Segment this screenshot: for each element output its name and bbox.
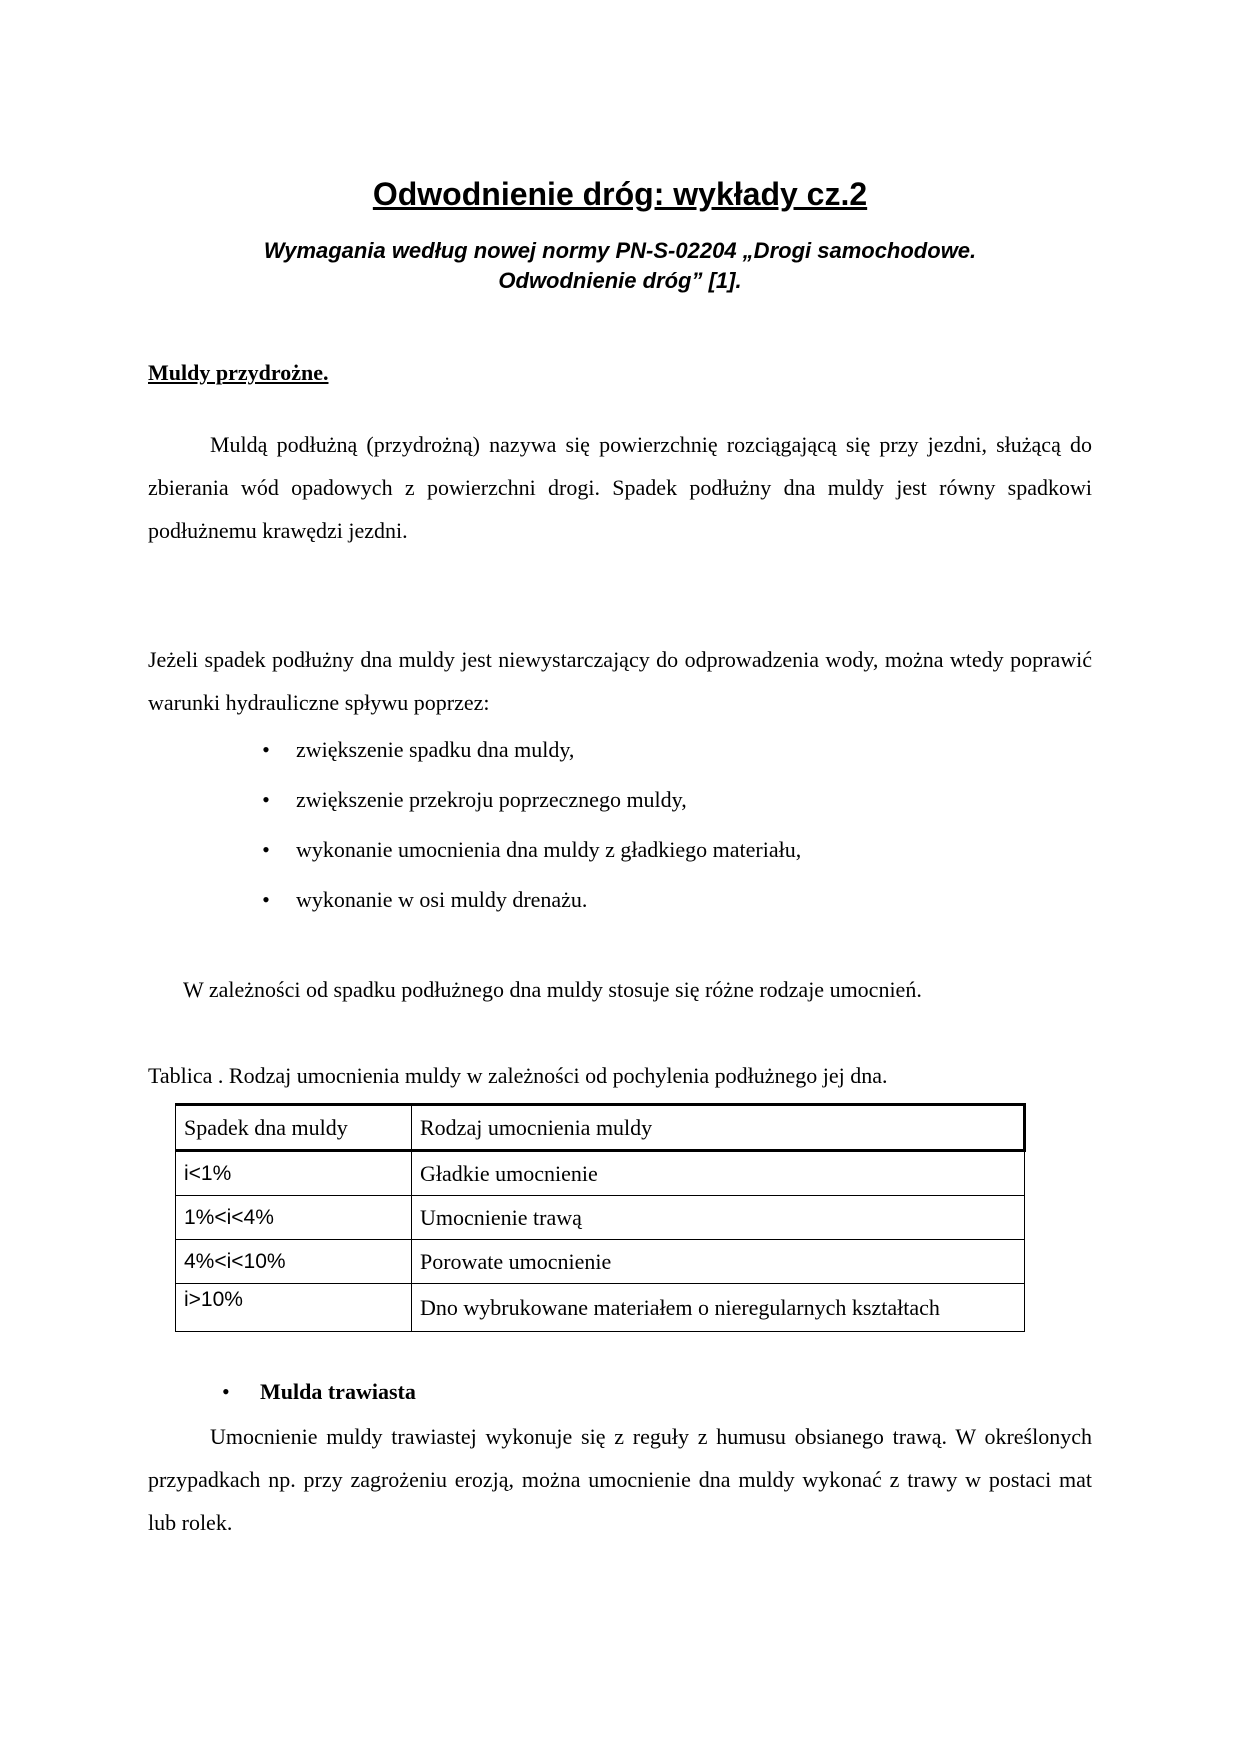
table-header-reinforcement: Rodzaj umocnienia muldy bbox=[412, 1105, 1025, 1151]
list-item bbox=[148, 778, 1092, 828]
table-row bbox=[176, 1151, 1025, 1196]
subsection-heading bbox=[222, 1370, 416, 1413]
list-item-text: zwiększenie przekroju poprzecznego muldy, bbox=[296, 787, 687, 812]
table-cell-reinforcement: Umocnienie trawą bbox=[412, 1196, 1025, 1240]
table-cell-slope: i<1% bbox=[176, 1151, 412, 1196]
list-item-text: wykonanie umocnienia dna muldy z gładkiego materiału, bbox=[296, 837, 802, 862]
list-item bbox=[148, 878, 1092, 928]
table-header-row bbox=[176, 1105, 1025, 1151]
table-cell-slope: i>10% bbox=[176, 1284, 412, 1332]
bullet-icon: • bbox=[262, 837, 270, 862]
subsection-heading-text: Mulda trawiasta bbox=[260, 1379, 416, 1404]
subtitle-line-2: Odwodnienie dróg” [1]. bbox=[498, 268, 742, 293]
bullet-icon: • bbox=[262, 887, 270, 912]
table-cell-reinforcement: Dno wybrukowane materiałem o nieregularnych kształtach bbox=[412, 1284, 1025, 1332]
subtitle-line-1: Wymagania według nowej normy PN-S-02204 „Drogi samochodowe. bbox=[263, 238, 977, 263]
paragraph-reinforcement-intro: W zależności od spadku podłużnego dna muldy stosuje się różne rodzaje umocnień. bbox=[183, 977, 922, 1002]
table-header-slope: Spadek dna muldy bbox=[176, 1105, 412, 1151]
paragraph-definition: Muldą podłużną (przydrożną) nazywa się powierzchnię rozciągającą się przy jezdni, służącą do zbierania wód opadowych z powierzchni drogi. Spadek podłużny dna muldy jest równy spadkowi podłużnemu krawędzi jezdni. bbox=[148, 432, 1092, 543]
paragraph-grass-mulda: Umocnienie muldy trawiastej wykonuje się z reguły z humusu obsianego trawą. W określonych przypadkach np. przy zagrożeniu erozją, można umocnienie dna muldy wykonać z trawy w postaci mat lub rolek. bbox=[148, 1424, 1092, 1535]
list-item-text: zwiększenie spadku dna muldy, bbox=[296, 737, 575, 762]
list-item-text: wykonanie w osi muldy drenażu. bbox=[296, 887, 588, 912]
section-heading: Muldy przydrożne. bbox=[148, 360, 329, 385]
table-row bbox=[176, 1196, 1025, 1240]
table-cell-reinforcement: Gładkie umocnienie bbox=[412, 1151, 1025, 1196]
table-row bbox=[176, 1284, 1025, 1332]
table-cell-reinforcement: Porowate umocnienie bbox=[412, 1240, 1025, 1284]
table-row bbox=[176, 1240, 1025, 1284]
table-cell-slope: 4%<i<10% bbox=[176, 1240, 412, 1284]
reinforcement-table bbox=[175, 1103, 1026, 1332]
table-cell-slope: 1%<i<4% bbox=[176, 1196, 412, 1240]
bullet-icon: • bbox=[262, 737, 270, 762]
bullet-icon: • bbox=[222, 1379, 230, 1404]
list-item bbox=[148, 828, 1092, 878]
table-caption: Tablica . Rodzaj umocnienia muldy w zależności od pochylenia podłużnego jej dna. bbox=[148, 1063, 888, 1088]
document-subtitle bbox=[0, 236, 1240, 296]
paragraph-insufficient-slope: Jeżeli spadek podłużny dna muldy jest niewystarczający do odprowadzenia wody, można wtedy poprawić warunki hydrauliczne spływu poprzez: bbox=[148, 647, 1092, 715]
improvement-list bbox=[148, 728, 1092, 928]
bullet-icon: • bbox=[262, 787, 270, 812]
document-title: Odwodnienie dróg: wykłady cz.2 bbox=[372, 176, 868, 212]
list-item bbox=[148, 728, 1092, 778]
